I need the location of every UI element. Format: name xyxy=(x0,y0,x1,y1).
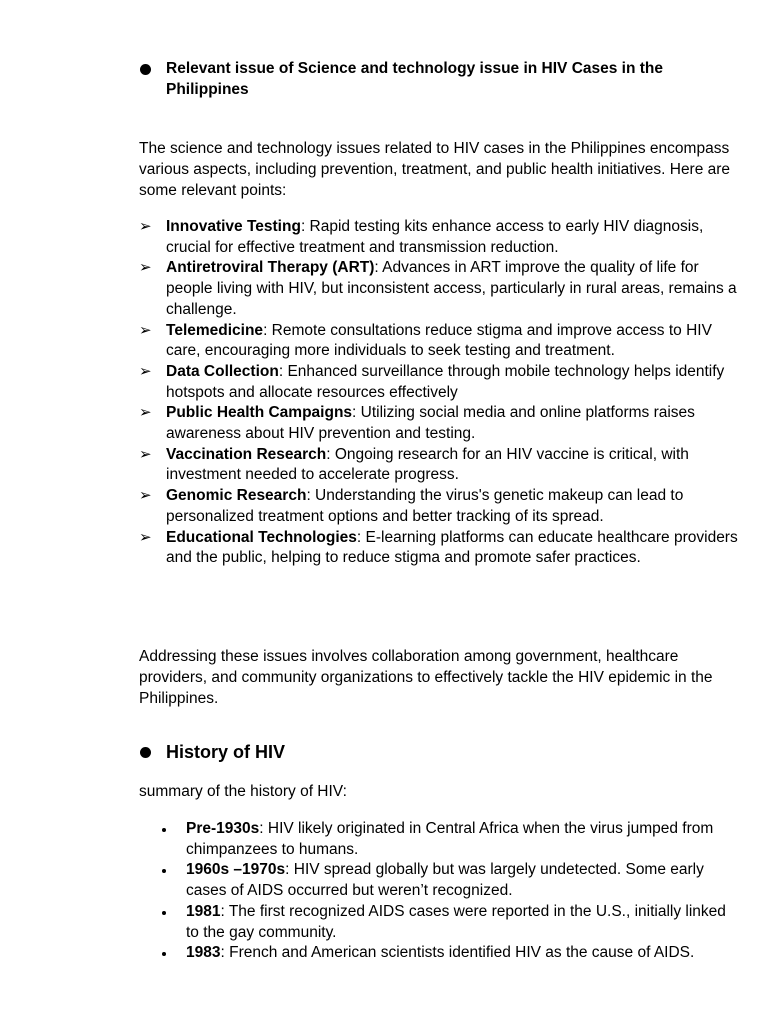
item-text: : Rapid testing kits enhance access to early HIV diagnosis, crucial for effective treatment and transmission reduction. xyxy=(166,218,704,256)
item-term: 1960s –1970s xyxy=(186,861,286,879)
list-item xyxy=(139,403,739,444)
item-term: Antiretroviral Therapy (ART) xyxy=(166,259,375,277)
section1-intro: The science and technology issues related to HIV cases in the Philippines encompass various aspects, including prevention, treatment, and public health initiatives. Here are some relevant points: xyxy=(139,140,731,199)
arrow-bullet-icon: ➢ xyxy=(139,445,152,463)
section2-list xyxy=(160,819,740,964)
list-item xyxy=(160,860,740,901)
list-item xyxy=(160,902,740,943)
arrow-bullet-icon: ➢ xyxy=(139,218,152,235)
section1-heading: Relevant issue of Science and technology issue in HIV Cases in the Philippines xyxy=(166,60,664,98)
item-term: Innovative Testing xyxy=(166,218,301,235)
dot-bullet-icon xyxy=(162,911,166,915)
list-item xyxy=(139,362,739,403)
list-item xyxy=(139,321,739,362)
section2-intro: summary of the history of HIV: xyxy=(139,783,347,800)
item-text: : E-learning platforms can educate healthcare providers and the public, helping to reduce stigma and promote safer practices. xyxy=(166,528,738,567)
item-text: : Understanding the virus's genetic makeup can lead to personalized treatment options and better tracking of its spread. xyxy=(166,487,684,525)
item-text: : Advances in ART improve the quality of life for people living with HIV, but inconsistent access, particularly in rural areas, remains a challenge. xyxy=(166,259,737,318)
arrow-bullet-icon: ➢ xyxy=(139,259,152,277)
list-item xyxy=(139,528,739,569)
item-term: Pre-1930s xyxy=(186,820,260,837)
dot-bullet-icon xyxy=(162,952,166,956)
item-term: 1983 xyxy=(186,944,221,962)
item-term: Vaccination Research xyxy=(166,445,327,463)
arrow-bullet-icon: ➢ xyxy=(139,487,152,505)
item-term: 1981 xyxy=(186,902,221,920)
item-term: Educational Technologies xyxy=(166,528,357,546)
item-term: Telemedicine xyxy=(166,321,264,339)
item-text: : French and American scientists identified HIV as the cause of AIDS. xyxy=(220,944,695,962)
item-text: : Ongoing research for an HIV vaccine is critical, with investment needed to accelerate progress. xyxy=(166,445,689,484)
list-item xyxy=(139,445,739,486)
list-item xyxy=(139,486,739,527)
item-text: : HIV likely originated in Central Africa when the virus jumped from chimpanzees to humans. xyxy=(186,820,714,858)
heading-bullet-icon xyxy=(140,64,151,75)
list-item xyxy=(160,943,740,964)
item-term: Genomic Research xyxy=(166,487,307,505)
item-text: : Enhanced surveillance through mobile technology helps identify hotspots and allocate resources effectively xyxy=(166,362,725,401)
item-text: : Remote consultations reduce stigma and improve access to HIV care, encouraging more individuals to seek testing and treatment. xyxy=(166,321,712,360)
dot-bullet-icon xyxy=(162,828,166,832)
arrow-bullet-icon: ➢ xyxy=(139,321,152,339)
item-text: : Utilizing social media and online platforms raises awareness about HIV prevention and testing. xyxy=(166,404,695,443)
heading-bullet-icon xyxy=(140,747,151,758)
dot-bullet-icon xyxy=(162,869,166,873)
arrow-bullet-icon: ➢ xyxy=(139,362,152,380)
list-item xyxy=(139,258,739,320)
list-item xyxy=(160,819,740,860)
item-term: Public Health Campaigns xyxy=(166,404,353,422)
section2-heading: History of HIV xyxy=(166,742,286,762)
arrow-bullet-icon: ➢ xyxy=(139,528,152,546)
item-term: Data Collection xyxy=(166,362,279,380)
section1-conclusion: Addressing these issues involves collaboration among government, healthcare providers, and community organizations to effectively tackle the HIV epidemic in the Philippines. xyxy=(139,648,713,707)
item-text: : The first recognized AIDS cases were reported in the U.S., initially linked to the gay community. xyxy=(186,902,726,941)
arrow-bullet-icon: ➢ xyxy=(139,404,152,422)
item-text: : HIV spread globally but was largely undetected. Some early cases of AIDS occurred but weren’t recognized. xyxy=(186,861,704,900)
section1-list xyxy=(139,217,739,569)
list-item xyxy=(139,217,739,258)
